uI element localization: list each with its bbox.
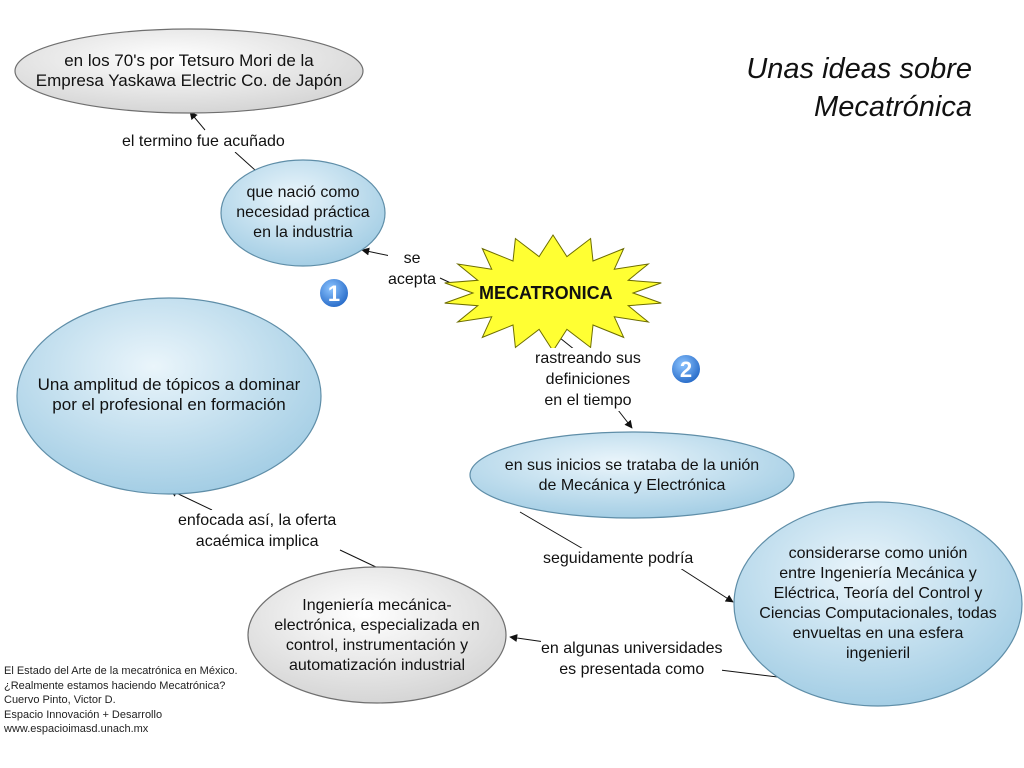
link-label-enfocada: enfocada así, la oferta acaémica implica xyxy=(178,512,337,550)
connector-ingenieria-enfocada xyxy=(340,550,378,568)
link-label-se-acepta: se acepta xyxy=(388,250,437,288)
badge-two-label: 2 xyxy=(679,357,693,382)
connector-universidades-ingenieria xyxy=(510,637,545,642)
node-necesidad-label: que nació como necesidad práctica en la industria xyxy=(236,184,370,241)
connector-rastreando-inicios xyxy=(618,410,632,428)
node-inicios-label: en sus inicios se trataba de la unión de Mecánica y Electrónica xyxy=(504,457,760,494)
badge-one xyxy=(319,278,349,308)
link-label-acunado: el termino fue acuñado xyxy=(122,133,285,150)
badge-one-label: 1 xyxy=(327,281,341,306)
node-origin-tetsuro-label: en los 70's por Tetsuro Mori de la Empresa Yaskawa Electric Co. de Japón xyxy=(35,51,343,90)
node-union-ingenierias-label: considerarse como unión entre Ingeniería Mecánica y Eléctrica, Teoría del Control y Ciencias Computacionales, todas envueltas en una esfera ingenieril xyxy=(759,545,997,662)
connector-seguidamente-union xyxy=(680,568,733,602)
link-label-seguidamente: seguidamente podría xyxy=(543,550,694,567)
central-concept-label: MECATRONICA xyxy=(479,283,613,303)
node-ingenieria-mecanica-label: Ingeniería mecánica- electrónica, especializada en control, instrumentación y automatización industrial xyxy=(274,597,480,674)
connector-necesidad-acunado xyxy=(235,152,255,170)
source-citation: El Estado del Arte de la mecatrónica en México. ¿Realmente estamos haciendo Mecatrónica? Cuervo Pinto, Victor D. Espacio Innovación + Desarrollo www.espacioimasd.unach.mx xyxy=(4,665,238,735)
connector-inicios-seguidamente xyxy=(520,512,585,550)
link-label-universidades: en algunas universidades es presentada como xyxy=(541,640,723,678)
node-amplitud-label: Una amplitud de tópicos a dominar por el profesional en formación xyxy=(37,375,301,414)
connector-acunado-origin xyxy=(190,112,205,130)
badge-two xyxy=(671,354,701,384)
link-label-rastreando: rastreando sus definiciones en el tiempo xyxy=(535,350,641,409)
page-title: Unas ideas sobre Mecatrónica xyxy=(746,53,972,123)
